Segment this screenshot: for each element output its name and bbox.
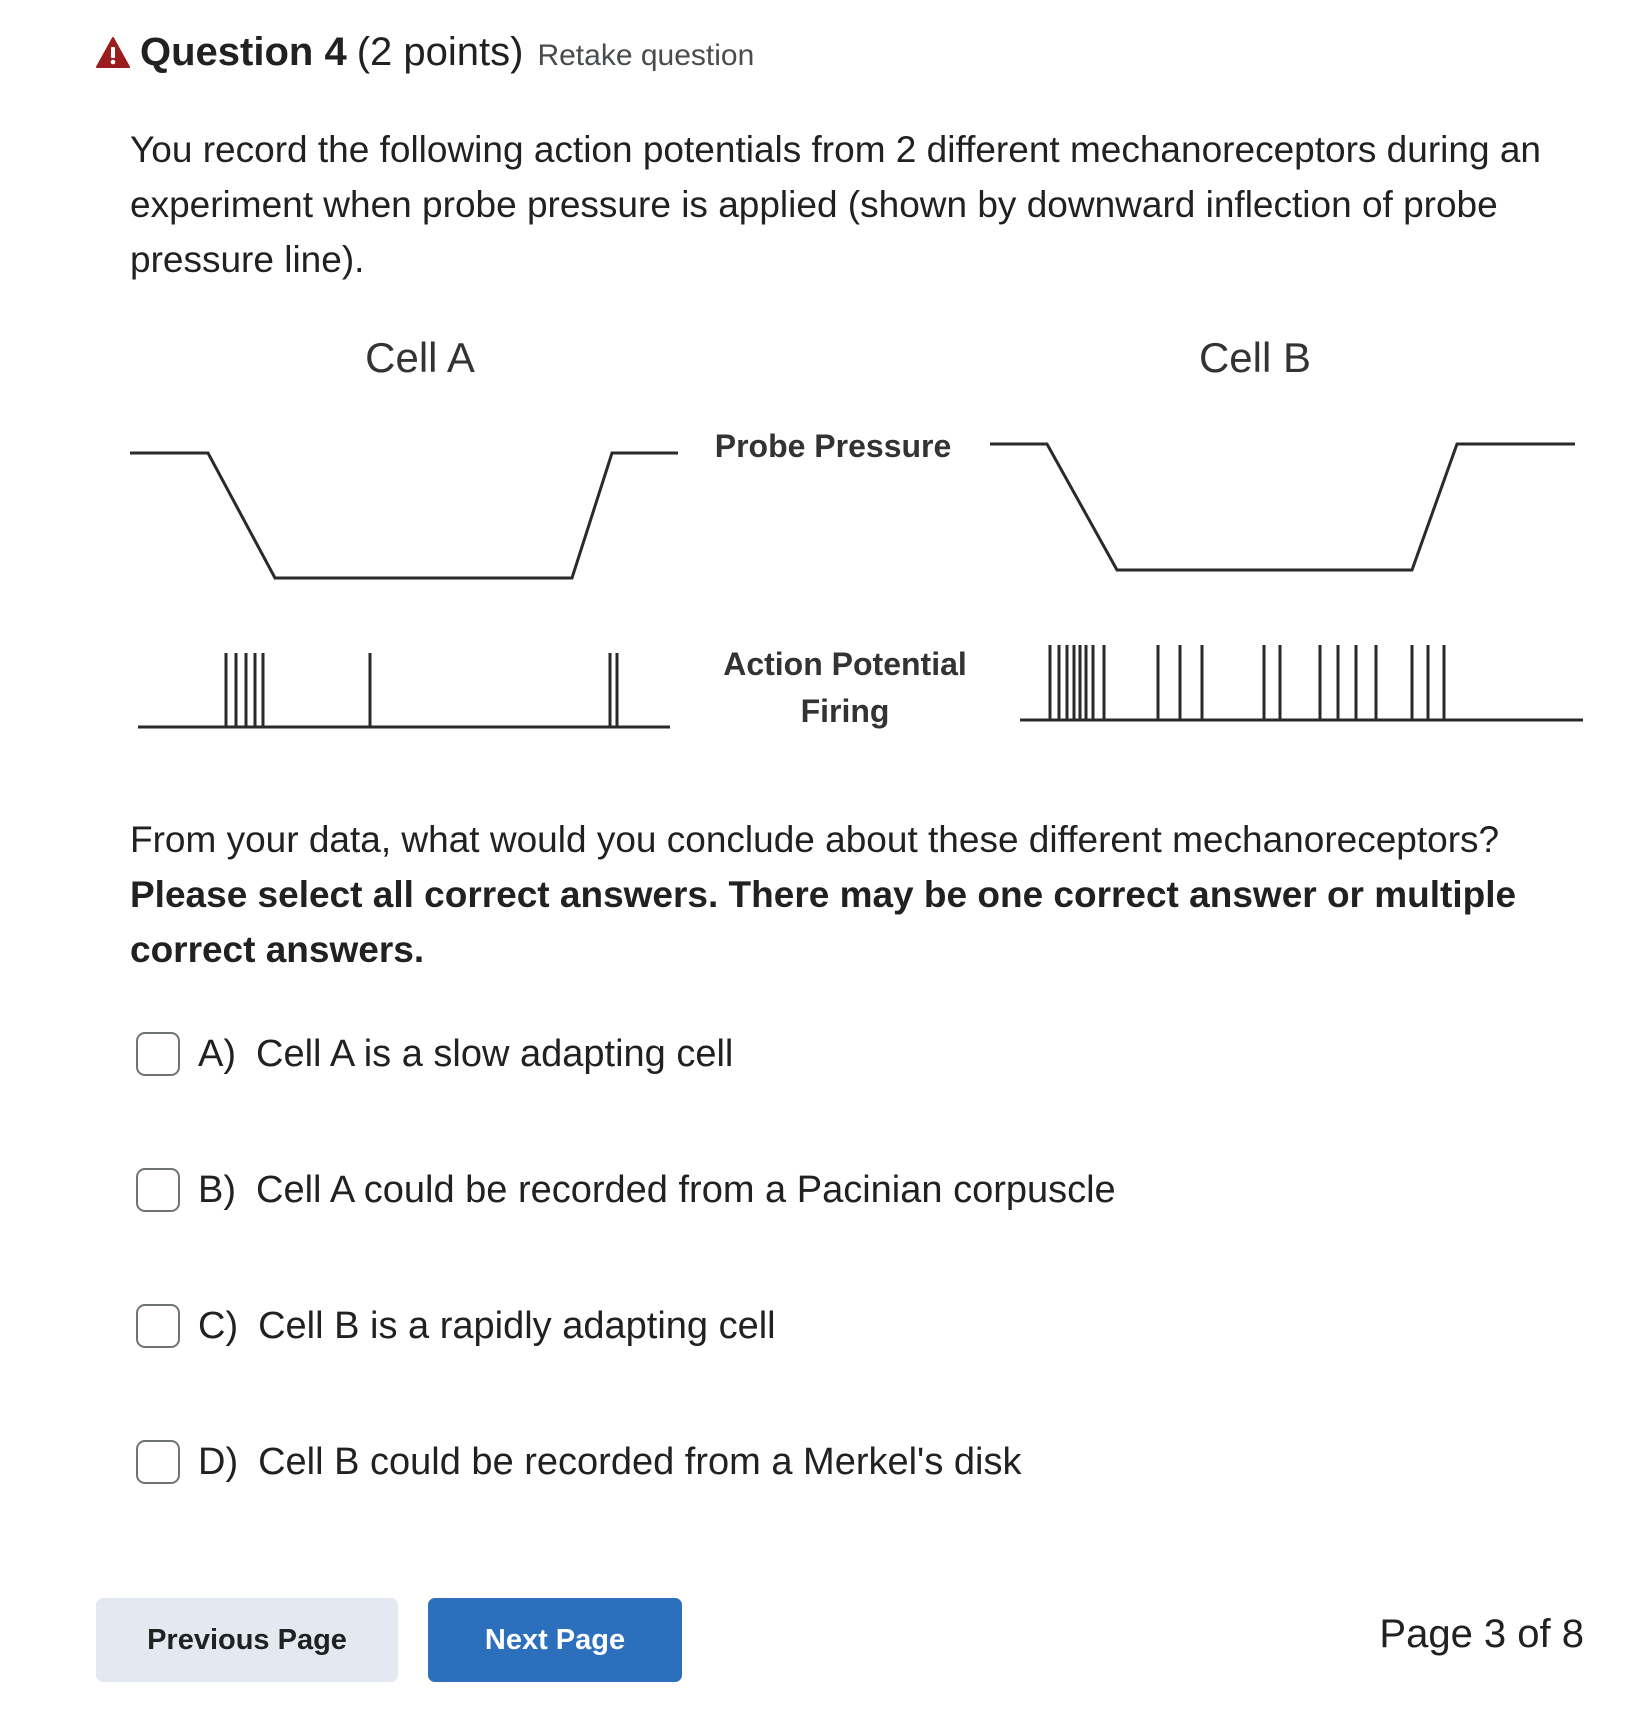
ap-firing-label-line2: Firing: [800, 693, 890, 729]
probe-pressure-label: Probe Pressure: [714, 428, 952, 464]
instruction-text: Please select all correct answers. There may be one correct answer or multiple correct answers.: [130, 874, 1517, 970]
ap-firing-label-line1: Action Potential: [723, 646, 967, 682]
option-c-text: Cell B is a rapidly adapting cell: [258, 1304, 776, 1347]
option-a-letter: A): [198, 1032, 236, 1075]
option-c-checkbox[interactable]: [136, 1304, 180, 1348]
next-page-button[interactable]: Next Page: [428, 1598, 682, 1682]
option-d-text: Cell B could be recorded from a Merkel's disk: [258, 1440, 1022, 1483]
cell-b-probe-trace: [990, 444, 1575, 570]
question-prompt: You record the following action potentials from 2 different mechanoreceptors during an experiment when probe pressure is applied (shown by downward inflection of probe pressure line).: [130, 129, 1541, 280]
cell-a-label: Cell A: [365, 334, 475, 381]
option-a[interactable]: [136, 1032, 733, 1076]
question-points: (2 points): [356, 30, 524, 74]
cell-a-spikes: [226, 653, 617, 727]
page-indicator: Page 3 of 8: [1379, 1612, 1584, 1656]
option-d-checkbox[interactable]: [136, 1440, 180, 1484]
option-a-text: Cell A is a slow adapting cell: [256, 1032, 734, 1075]
conclusion-text: From your data, what would you conclude about these different mechanoreceptors?: [130, 819, 1500, 860]
option-b-checkbox[interactable]: [136, 1168, 180, 1212]
option-c[interactable]: [136, 1304, 776, 1348]
previous-page-button[interactable]: Previous Page: [96, 1598, 398, 1682]
option-d[interactable]: [136, 1440, 1021, 1484]
question-title: Question 4: [140, 30, 347, 74]
warning-icon: [96, 36, 130, 70]
retake-question-link[interactable]: Retake question: [537, 39, 755, 72]
cell-a-probe-trace: [130, 453, 678, 578]
mechanoreceptor-figure: [0, 320, 1640, 780]
option-b-letter: B): [198, 1168, 236, 1211]
option-b-text: Cell A could be recorded from a Pacinian corpuscle: [256, 1168, 1116, 1211]
conclusion-question: [130, 812, 1590, 977]
option-c-letter: C): [198, 1304, 239, 1347]
cell-b-label: Cell B: [1198, 334, 1312, 381]
option-a-checkbox[interactable]: [136, 1032, 180, 1076]
cell-b-spikes: [1050, 645, 1444, 720]
option-b[interactable]: [136, 1168, 1116, 1212]
option-d-letter: D): [198, 1440, 239, 1483]
question-header: [96, 30, 754, 75]
